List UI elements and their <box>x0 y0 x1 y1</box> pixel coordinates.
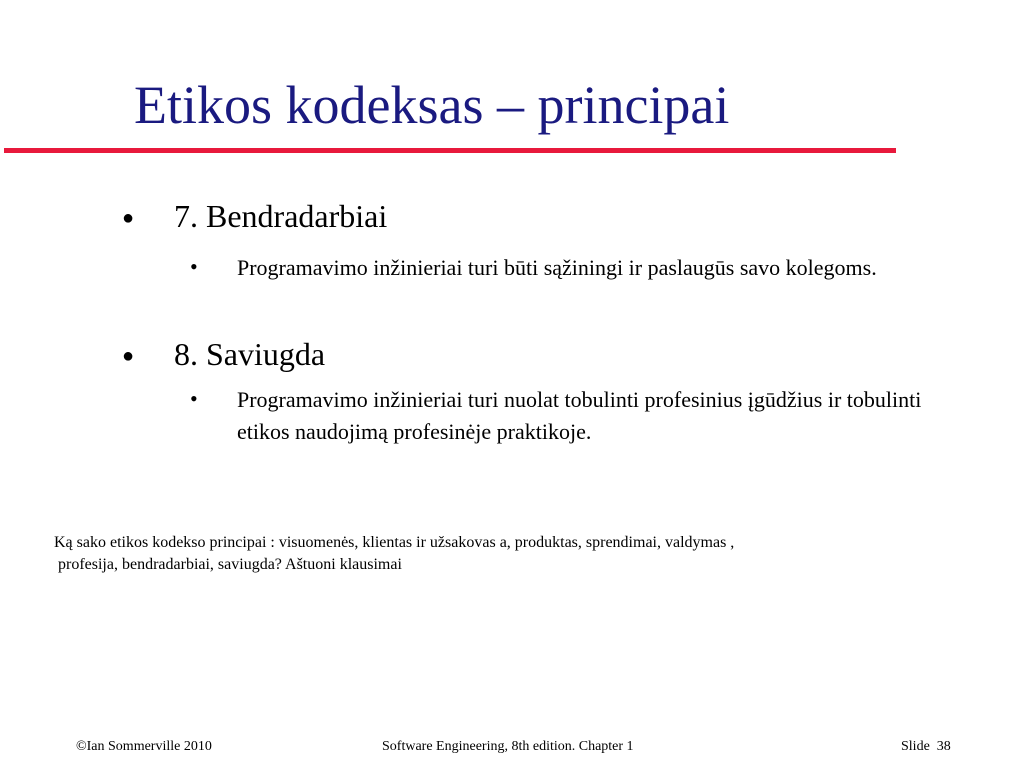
small-dot-bullet-icon: • <box>190 254 198 279</box>
footer-copyright: ©Ian Sommerville 2010 <box>76 739 212 754</box>
sub-bullet-text: Programavimo inžinieriai turi nuolat tobulinti profesinius įgūdžius ir tobulinti etikos naudojimą profesinėje praktikoje. <box>237 387 922 444</box>
filled-circle-bullet-icon: ● <box>122 345 135 367</box>
slide-note <box>54 532 954 576</box>
note-line-1: Ką sako etikos kodekso principai : visuomenės, klientas ir užsakovas a, produktas, sprendimai, valdymas , <box>54 534 735 551</box>
slide-title: Etikos kodeksas – principai <box>134 75 730 135</box>
title-underline <box>4 148 896 153</box>
note-line-2: profesija, bendradarbiai, saviugda? Aštuoni klausimai <box>54 556 402 573</box>
sub-bullet-text: Programavimo inžinieriai turi būti sąžiningi ir paslaugūs savo kolegoms. <box>237 255 877 280</box>
bullet-heading: 8. Saviugda <box>174 336 326 372</box>
footer-slide-number: Slide 38 <box>901 739 951 754</box>
small-dot-bullet-icon: • <box>190 386 198 411</box>
filled-circle-bullet-icon: ● <box>122 207 135 229</box>
bullet-heading: 7. Bendradarbiai <box>174 198 388 234</box>
footer-book-title: Software Engineering, 8th edition. Chapter 1 <box>382 739 634 754</box>
